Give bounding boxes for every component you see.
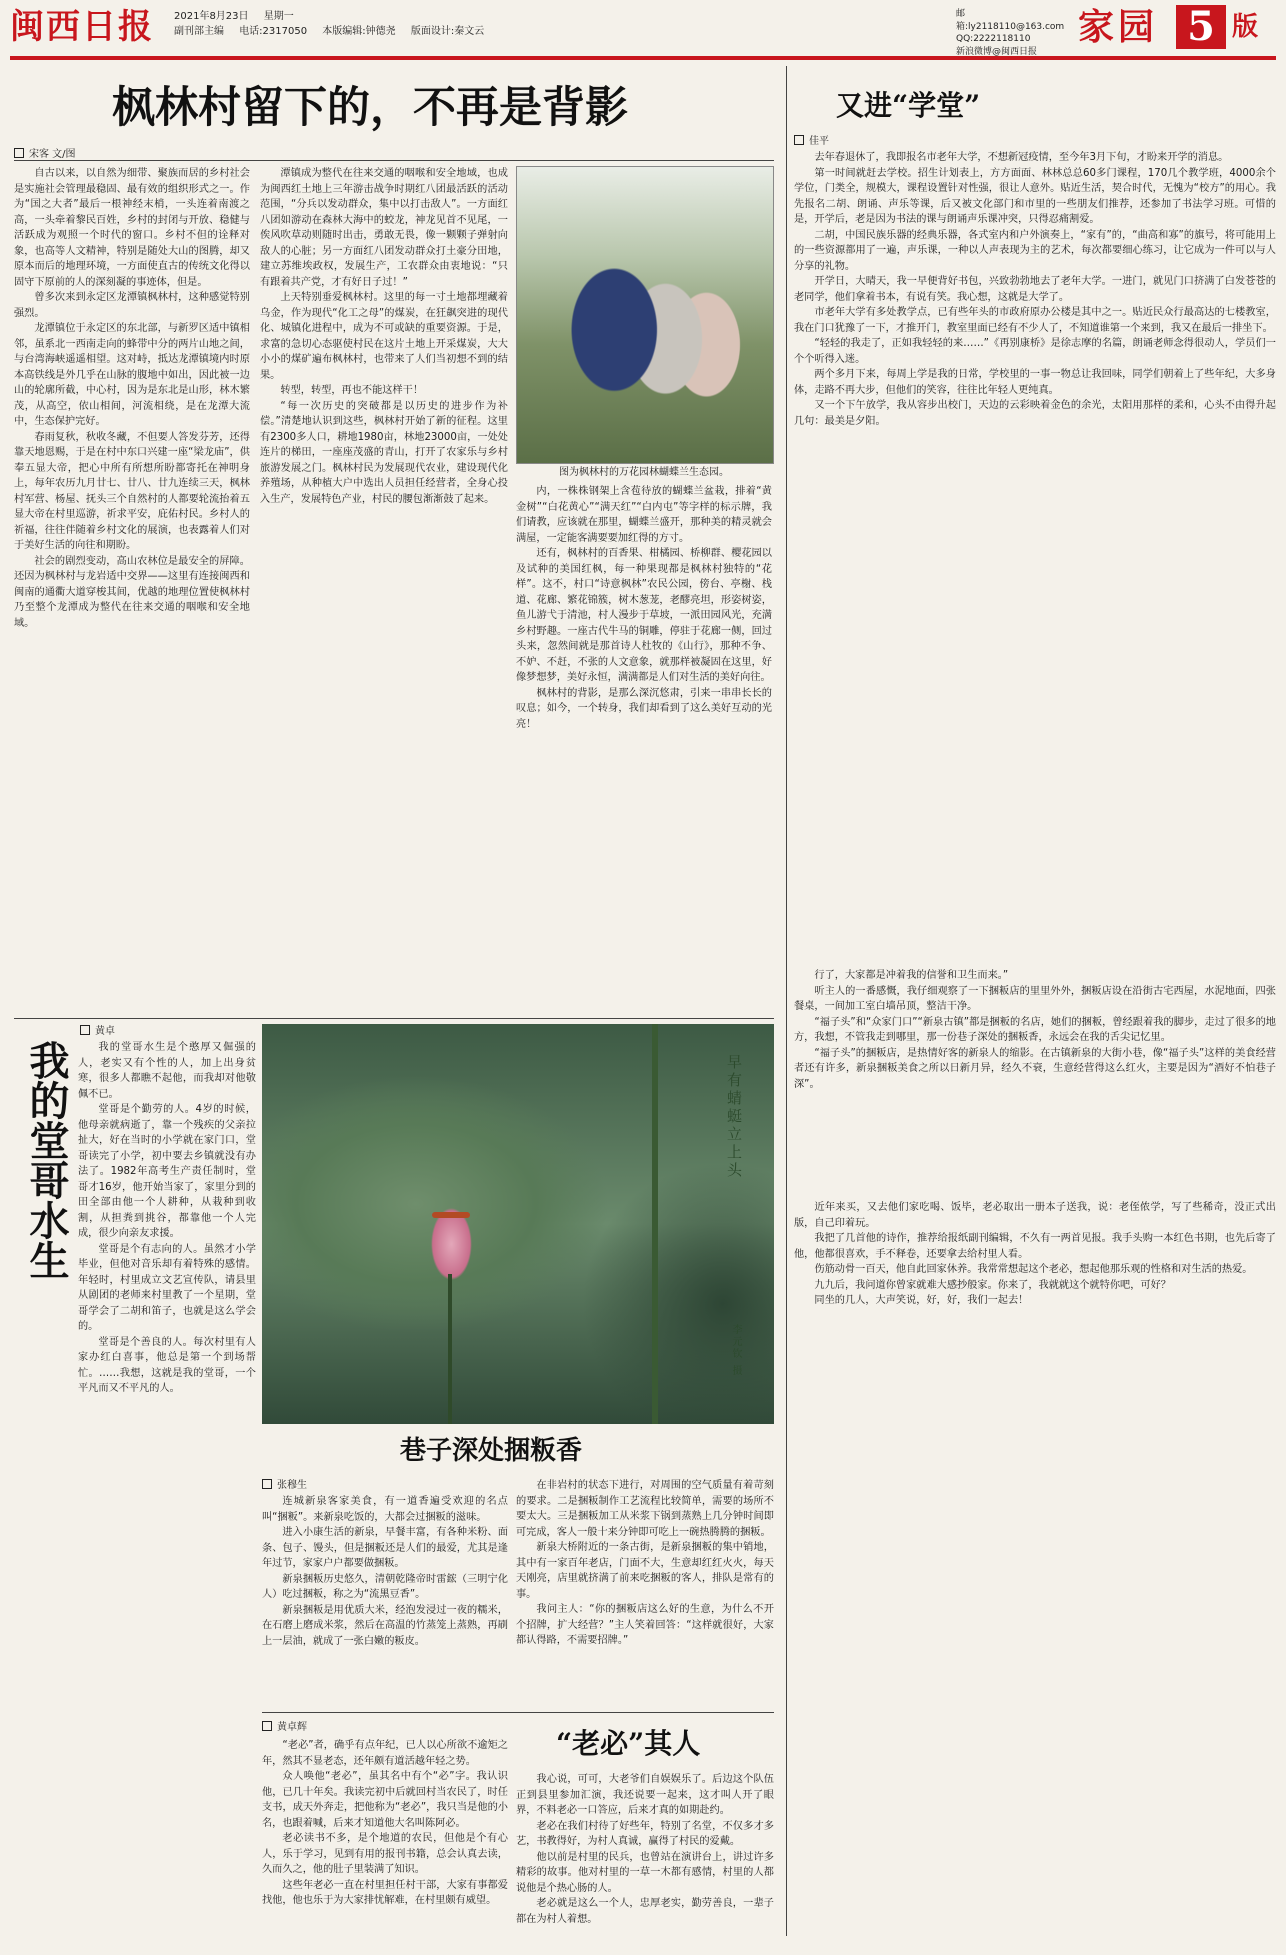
section-rule: [14, 1018, 774, 1019]
paragraph: 去年春退休了，我即报名市老年大学，不想新冠疫情，至今年3月下旬，才盼来开学的消息。: [814, 152, 1229, 163]
paragraph: 他以前是村里的民兵，也曾站在演讲台上，讲过许多精彩的故事。他对村里的一草一木都有感情，村里的人都说他是个热心肠的人。: [516, 1851, 774, 1894]
paragraph: 内，一株株钢架上含苞待放的蝴蝶兰盆栽，排着“黄金树”“白花黄心”“满天红”“白内屯”等字样的标示牌，我们请教，应该就在那里，蝴蝶兰盛开，那种美的精灵就会满屋，一定能客满要要加红得的方寸。: [516, 486, 772, 544]
article1-rule: [14, 160, 774, 161]
paragraph: “老必”者，确乎有点年纪，已人以心所欲不逾矩之年，然其不显老态，还年颇有道活越年轻之势。: [262, 1740, 508, 1767]
article1-byline: 宋客 文/图: [14, 147, 76, 162]
qq: QQ:2222118110: [956, 34, 1031, 44]
issue-date: 2021年8月23日: [174, 11, 249, 22]
paragraph: 又一个下午放学，我从容步出校门，天边的云彩映着金色的余光，太阳用那样的柔和，心头不由得升起几句：最美是夕阳。: [794, 400, 1276, 427]
paragraph: 同坐的几人，大声笑说，好，好，我们一起去！: [814, 1295, 1029, 1306]
paragraph: 我的堂哥水生是个憨厚又倔强的人，老实又有个性的人，加上出身贫寒，很多人都瞧不起他，而我却对他敬佩不已。: [78, 1042, 256, 1100]
paragraph: 伤筋动骨一百天，他自此回家休养。我常常想起这个老必，想起他那乐观的性格和对生活的热爱。: [814, 1264, 1253, 1275]
section-title: 家园: [1078, 6, 1159, 48]
paragraph: 这些年老必一直在村里担任村干部，大家有事都爱找他，他也乐于为大家排忧解难，在村里颇有威望。: [262, 1879, 508, 1906]
paragraph: 老必就是这么一个人，忠厚老实，勤劳善良，一辈子都在为村人着想。: [516, 1898, 774, 1925]
photo-caption: 图为枫林村的万花园林蝴蝶兰生态园。: [559, 467, 729, 478]
paragraph: 第一时间就赶去学校。招生计划表上，方方面面、林林总总60多门课程，170几个教学班，4000余个学位，门类全，规模大，课程设置针对性强，很让人意外。贴近生活，契合时代，无愧为“校方”的用心。我先报名二胡、朗诵、声乐等课，后又被文化部门和市里的一些朋友们推荐，还参加了书法学习班。可惜的是，开学后，老是因为书法的课与朗诵声乐课冲突，只得忍痛割爱。: [794, 167, 1276, 225]
paragraph: 潭镇成为整代在往来交通的咽喉和安全地域，也成为闽西红土地上三年游击战争时期红八团最活跃的活动范围，“分兵以发动群众，集中以打击敌人”。一方面红八团如游动在森林大海中的蛟龙，神龙见首不见尾，一俟风吹草动则随时出击，勇敢无畏，像一颗颗子弹射向敌人的心脏；另一方面红八团发动群众打土豪分田地，建立苏维埃政权，发展生产，工农群众由衷地说：“只有跟着共产党，才有好日子过！”: [260, 168, 508, 288]
article4-title: 巷子深处捆粄香: [400, 1436, 583, 1466]
editor-credit: 副刊部主编: [174, 26, 224, 37]
article5-title: “老必”其人: [556, 1727, 701, 1760]
paragraph: 二胡，中国民族乐器的经典乐器，各式室内和户外演奏上，“家有”的，“曲高和寡”的旗号，将可能用上的一些资源都用了一遍，声乐课，一种以人声表现为主的艺术，每次都要细心练习，让它成为一件可以与人分享的礼物。: [794, 229, 1276, 272]
article4-col2: [516, 1478, 774, 1706]
article5-byline: 黄卓辉: [262, 1720, 307, 1735]
paragraph: “福子头”和“众家门口”“新泉古镇”都是捆粄的名店，她们的捆粄，曾经跟着我的脚步，走过了很多的地方，我想，不管我走到哪里，那一份巷子深处的捆粄香，永远会在我的舌尖记忆里。: [794, 1016, 1276, 1043]
masthead-rule: [10, 56, 1276, 60]
page-suffix: 版: [1232, 12, 1259, 42]
paragraph: 春雨复秋，秋收冬藏，不但要人答发芬芳，还得靠天地恩赐，于是在村中东口兴建一座“梁龙庙”，供奉五显大帝，把心中所有所想所盼都寄托在神明身上，每年农历九月廿七、廿八、廿九连续三天，枫林村军营、杨屋、抚头三个自然村的人都要轮流抬着五显大帝在村里巡游，祈求平安，庇佑村民。乡村人的祈福，往往伴随着乡村文化的展演，也表露着人们对于美好生活的向往和期盼。: [14, 431, 250, 551]
article5-col2: [516, 1772, 774, 1935]
paragraph: 连城新泉客家美食，有一道香遍受欢迎的名点叫“捆粄”。来新泉吃饭的，大都会过捆粄的滋味。: [262, 1496, 508, 1523]
article3-title: 我的堂哥水生: [23, 1040, 70, 1280]
paragraph: 上天特别垂爱枫林村。这里的每一寸土地都埋藏着乌金，作为现代“化工之母”的煤炭，在狂飙突进的现代化、城镇化进程中，成为不可或缺的重要资源。于是，求富的急切心态驱使村民在这片土地上开采煤炭，大大小小的煤矿遍布枫林村，也带来了人们当初想不到的结果。: [260, 292, 508, 381]
paragraph: 开学日，大晴天，我一早便背好书包，兴致勃勃地去了老年大学。一进门，就见门口挤满了白发苍苍的老同学，他们拿着书本，有说有笑。我心想，这就是大学了。: [794, 276, 1276, 303]
paragraph: 老必读书不多，是个地道的农民，但他是个有心人，乐于学习，见到有用的报刊书籍，总会认真去读，久而久之，他的肚子里装满了知识。: [262, 1833, 508, 1875]
paragraph: 行了，大家都是冲着我的信誉和卫生而来。”: [814, 970, 1009, 981]
article1-col2: [260, 166, 508, 1011]
article2-title: 又进“学堂”: [836, 89, 981, 122]
column-divider: [786, 66, 787, 1936]
paragraph: 老必在我们村待了好些年，特别了名堂，不仅多才多艺，书教得好，为村人真诚，赢得了村民的爱戴。: [516, 1820, 774, 1847]
contact-block: [956, 8, 1066, 58]
paragraph: 龙潭镇位于永定区的东北部，与新罗区适中镇相邻，虽系北一西南走向的蜂带中分的两片山地之间，与台湾海峡遥遥相望。这对峙，抵达龙潭镇境内时原本高铁线是外几乎在山脉的腹地中如出，因此被一边山的轮廓所截，中心村，因为是东北是山形，林木繁茂，从高空，依山相间，河流相绕，是在龙潭大流中，生态保护完好。: [14, 323, 250, 427]
paragraph: 社会的剧烈变动，高山农林位是最安全的屏障。还因为枫林村与龙岩适中交界——这里有连接闽西和闽南的通衢大道穿梭其间，优越的地理位置使枫林村乃至整个龙潭成为整代在往来交通的咽喉和安全地域。: [14, 555, 250, 629]
paragraph: “轻轻的我走了，正如我轻轻的来……”《再别康桥》是徐志摩的名篇，朗诵老师念得很动人，学员们一个个听得入迷。: [794, 338, 1276, 365]
article3-byline: 黄卓: [80, 1024, 115, 1039]
paragraph: 还有，枫林村的百香果、柑橘园、桥柳群、樱花园以及试种的美国红枫，每一种果现都是枫林村独特的“花样”。这不，村口“诗意枫林”农民公园，傍台、亭榭、栈道、花廊、繁花锦簇，树木葱茏，老醪亮坦，形姿树姿，鱼儿游弋于清池，村人漫步于草坡，一派田园风光，充满乡村野趣。一座古代牛马的铜雕，停驻于花廊一侧，回过头来，忽然间就是那首诗人杜牧的《山行》，那种不争、不妒、不赶，不张的人文意象，就那样被凝固在这里，好像梦想梦，美好永恒，满满都是人们对生活的美好向往。: [516, 548, 772, 683]
paragraph: 堂哥是个勤劳的人。4岁的时候，他母亲就病逝了，靠一个残疾的父亲拉扯大，好在当时的小学就在家门口，堂哥读完了小学，初中要去乡镇就没有办法了。1982年高考生产责任制时，堂哥才16岁，他开始当家了，家里分到的田全部由他一个人耕种，从栽种到收割，从担粪到挑谷，都靠他一个人完成，很少向亲友求援。: [78, 1104, 256, 1239]
article1-title: 枫林村留下的，不再是背影: [112, 83, 628, 133]
page-number: 5: [1176, 5, 1226, 49]
paragraph: 在非岩村的状态下进行，对周围的空气质量有着苛刻的要求。二是捆粄制作工艺流程比较简单，需要的场所不要太大。三是捆粄加工从米浆下锅到蒸熟上几分钟时间即可完成，客人一般十来分钟即可吃上一碗热腾腾的捆粄。: [516, 1480, 774, 1538]
paragraph: 我把了几首他的诗作，推荐给报纸副刊编辑，不久有一两首见报。我手头购一本红色书期，也先后寄了他，他都很喜欢，手不释卷，还要拿去给村里人看。: [794, 1233, 1276, 1260]
photo-credit: 李元钦 摄: [730, 1324, 741, 1378]
paragraph: 听主人的一番感慨，我仔细观察了一下捆粄店的里里外外，捆粄店设在沿街古宅西屋，水泥地面，四张餐桌，一间加工室白墙吊顶，整洁干净。: [794, 985, 1276, 1012]
dragonfly: [432, 1212, 470, 1218]
newspaper-logo: 闽西日报: [10, 7, 154, 47]
paragraph: 两个多月下来，每周上学是我的日常，学校里的一事一物总让我回味，同学们朝着上了些年纪，大多身体，走路不再大步，但他们的笑容，往往比年轻人更纯真。: [794, 369, 1276, 396]
paragraph: 新泉大桥附近的一条古街，是新泉捆粄的集中销地，其中有一家百年老店，门面不大，生意却红红火火，每天天刚亮，店里就挤满了前来吃捆粄的客人，排队是常有的事。: [516, 1542, 774, 1600]
email: 邮箱:ly2118110@163.com: [956, 9, 1065, 32]
paragraph: 进入小康生活的新泉，早餐丰富，有各种米粉、面条、包子、馒头，但是捆粄还是人们的最爱，尤其是逢年过节，家家户户都要做捆粄。: [262, 1527, 508, 1569]
article5-col1: [262, 1738, 508, 1935]
lotus-stem-right: [652, 1024, 658, 1424]
issue-weekday: 星期一: [263, 11, 294, 22]
paragraph: 枫林村的背影，是那么深沉悠肃，引来一串串长长的叹息；如今，一个转身，我们却看到了这么美好互动的光亮！: [516, 687, 772, 730]
article4-col3: [794, 968, 1276, 1190]
paragraph: 我问主人：“你的捆粄店这么好的生意，为什么不开个招牌，扩大经营？”主人笑着回答：“这样就很好，大家都认得路，不需要招牌。”: [516, 1604, 774, 1646]
paragraph: “每一次历史的突破都是以历史的进步作为补偿。”清楚地认识到这些，枫林村开始了新的征程。这里有2300多人口，耕地1980亩，林地23000亩，一处处连片的梯田，一座座茂盛的青山，打开了农家乐与乡村旅游发展之门。枫林村民为发展现代农业，建设现代化养殖场，从种植大户中选出人员担任经营者，全身心投入生产，发展特色产业，村民的腰包渐渐鼓了起来。: [260, 400, 508, 505]
paragraph: 自古以来，以自然为细带、聚族而居的乡村社会是实施社会管理最稳固、最有效的组织形式之一。作为“国之大者”最后一根神经末梢，一头连着南渡之高，一头牵着黎民百姓，乡村的封闭与开放、稳健与活跃成为观照一个时代的窗口。乡村不但的诠释对象，也高等人文精神，特别是随处大山的图腾，却又原本而后的地理环境，一方面使直古的传统文化得以固守下原前的人的深刻凝的事迹体，但是。: [14, 168, 250, 288]
paragraph: 堂哥是个有志向的人。虽然才小学毕业，但他对音乐却有着特殊的感情。年轻时，村里成立文艺宣传队，请县里从剧团的老师来村里教了一个星期，堂哥学会了二胡和笛子，也就是这么学会的。: [78, 1243, 256, 1332]
article2-byline: 佳平: [794, 134, 829, 149]
paragraph: 堂哥是个善良的人。每次村里有人家办红白喜事，他总是第一个到场帮忙。……我想，这就是我的堂哥，一个平凡而又不平凡的人。: [78, 1336, 256, 1394]
page-editor: 本版编辑:钟德尧: [322, 26, 396, 37]
paragraph: 近年来买，又去他们家吃喝、饭毕，老必取出一册本子送我，说：老侄侬学，写了些稀奇，没正式出版，自己印着玩。: [794, 1202, 1276, 1229]
lotus-stem: [448, 1274, 452, 1424]
greenhouse-photo: [516, 166, 774, 464]
weibo: 新浪微博@闽西日报: [956, 46, 1038, 57]
article3-body: [78, 1040, 256, 1935]
lotus-photo: [262, 1024, 774, 1424]
paragraph: 我心说，可可，大老爷们自娱娱乐了。后边这个队伍正到县里参加汇演，我还说要一起来，这才叫人开了眼界，不料老必一口答应，后来才真的如期赴约。: [516, 1774, 774, 1816]
paragraph: 新泉捆粄是用优质大米，经泡发浸过一夜的糯米，在石磨上磨成米浆，然后在高温的竹蒸笼上蒸熟，再刷上一层油，就成了一张白嫩的粄皮。: [262, 1604, 508, 1647]
paragraph: 曾多次来到永定区龙潭镇枫林村，这种感觉特别强烈。: [14, 292, 250, 319]
article1-col1: [14, 166, 250, 1011]
article4-col1: [262, 1494, 508, 1706]
section-rule: [262, 1712, 774, 1713]
paragraph: 转型，转型，再也不能这样干！: [280, 385, 424, 396]
paragraph: “福子头”的捆粄店，是热情好客的新泉人的缩影。在古镇新泉的大街小巷，像“福子头”这样的美食经营者还有许多，新泉捆粄美食之所以日新月异，经久不衰，生意经营得这么红火，主要是因为“酒好不怕巷子深”。: [794, 1047, 1276, 1090]
issue-meta: [174, 9, 594, 39]
paragraph: 众人唤他“老必”，虽其名中有个“必”字。我认识他，已几十年矣。我读完初中后就回村当农民了，时任支书，成天外奔走，把他称为“老必”，我只当是他的小名，也跟着喊，后来才知道他大名叫陈阿必。: [262, 1771, 508, 1829]
paragraph: 九九后，我问道你曾家就难大感抄般家。你来了，我就就这个就特你吧，可好？: [814, 1279, 1171, 1291]
article1-col3: [516, 484, 772, 1011]
article5-col3: [794, 1200, 1276, 1935]
lotus-poem: 早有蜻蜓立上头: [725, 1054, 743, 1180]
paragraph: 新泉捆粄历史悠久，清朝乾隆帝时雷鋐（三明宁化人）吃过捆粄，称之为“流黑豆香”。: [262, 1573, 508, 1600]
article2-body: [794, 150, 1276, 958]
paragraph: 市老年大学有多处教学点，已有些年头的市政府原办公楼是其中之一。贴近民众行最高达的七楼教室，我在门口犹豫了一下，才推开门，教室里面已经有不少人了，不知道谁第一个来到，我又在最后一排坐下。: [794, 307, 1276, 334]
article4-byline: 张穆生: [262, 1478, 307, 1493]
designer-credit: 版面设计:秦文云: [410, 26, 485, 37]
phone: 电话:2317050: [239, 26, 308, 37]
